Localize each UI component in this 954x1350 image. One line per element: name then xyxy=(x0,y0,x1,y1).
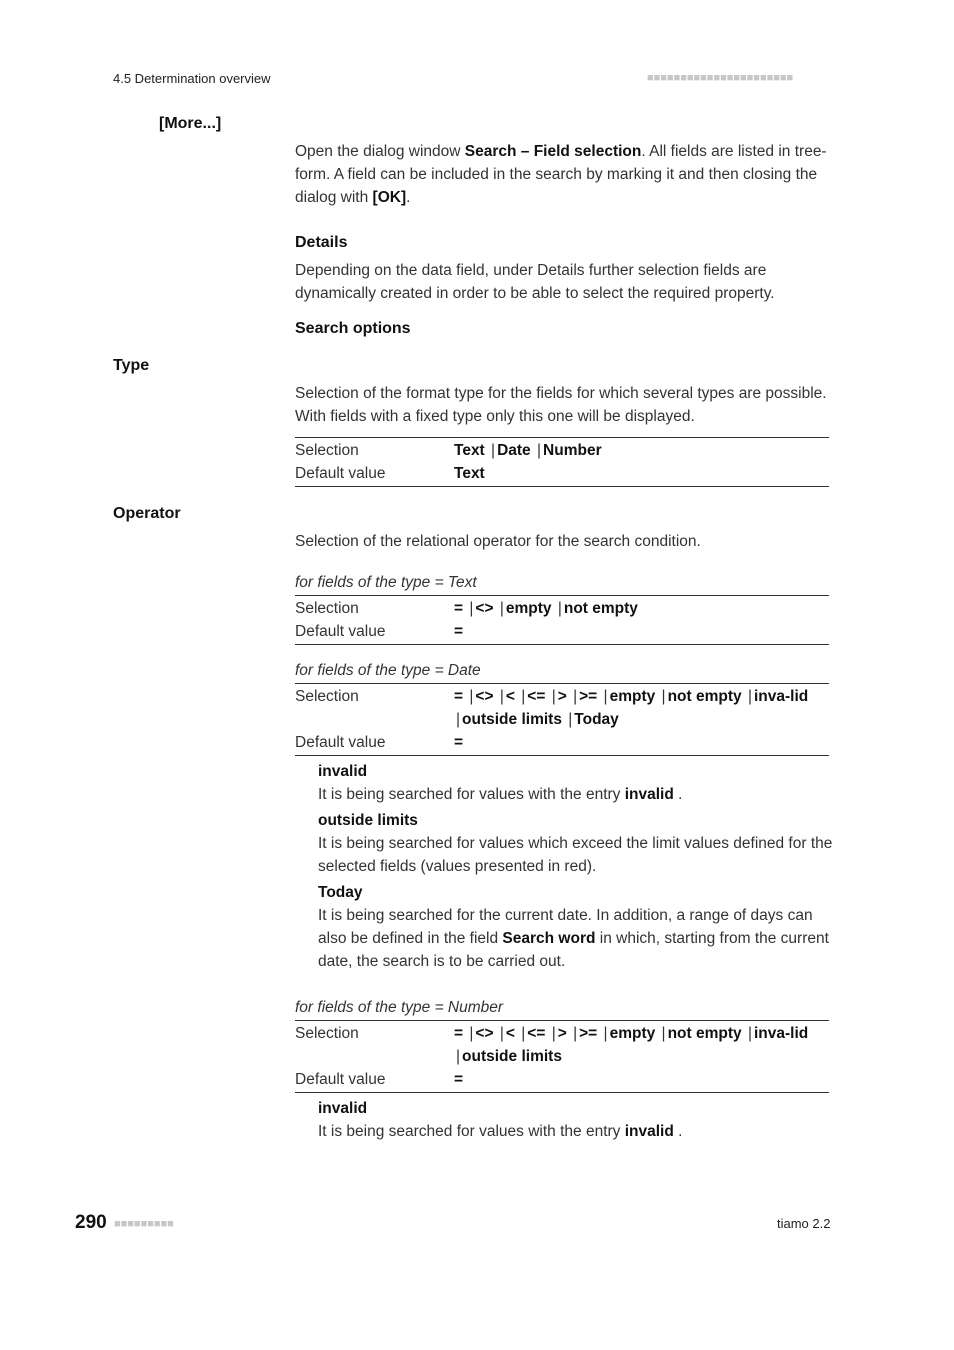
table-row xyxy=(295,1068,829,1091)
definition-term: invalid xyxy=(318,1100,368,1117)
property-value: <= xyxy=(527,688,546,705)
details-text: Depending on the data field, under Details further selection fields are dynamically created in order to be able to select the required property. xyxy=(295,262,775,302)
property-values xyxy=(454,1022,829,1068)
value-separator: | xyxy=(573,688,578,705)
property-value: > xyxy=(557,688,567,705)
table-row xyxy=(295,731,829,754)
property-value: outside limits xyxy=(462,711,562,728)
number-type-definitions xyxy=(318,1098,834,1143)
more-button-label: [More...] xyxy=(159,115,222,132)
value-separator: | xyxy=(521,688,526,705)
value-separator: | xyxy=(573,1025,578,1042)
value-separator: | xyxy=(537,442,542,459)
property-values xyxy=(454,597,829,620)
value-separator: | xyxy=(747,688,752,705)
property-values xyxy=(454,462,829,485)
property-value: empty xyxy=(609,688,656,705)
value-separator: | xyxy=(661,1025,666,1042)
property-value: = xyxy=(454,623,464,640)
table-row xyxy=(295,620,829,643)
property-value: >= xyxy=(579,688,598,705)
property-value: not empty xyxy=(667,1025,742,1042)
definition-text: It is being searched for values with the entry invalid . xyxy=(318,1123,683,1140)
number-type-caption: for fields of the type = Number xyxy=(295,999,504,1016)
property-value: = xyxy=(454,734,464,751)
definition-text: It is being searched for values which exceed the limit values defined for the selected fields (values presented in red). xyxy=(318,835,833,875)
property-value: = xyxy=(454,688,464,705)
table-row xyxy=(295,1022,829,1068)
definition-text: It is being searched for values with the entry invalid . xyxy=(318,786,683,803)
operator-description: Selection of the relational operator for the search condition. xyxy=(295,533,701,550)
definition-text: It is being searched for the current date. In addition, a range of days can also be defined in the field Search word in which, starting from the current date, the search is to be carried out. xyxy=(318,907,829,970)
property-value: Text xyxy=(454,465,485,482)
property-value: not empty xyxy=(563,600,638,617)
property-value: Number xyxy=(543,442,602,459)
value-separator: | xyxy=(568,711,573,728)
property-key: Default value xyxy=(295,465,386,482)
property-value: Date xyxy=(497,442,531,459)
table-row xyxy=(295,685,829,731)
definition-term: outside limits xyxy=(318,812,418,829)
property-value: empty xyxy=(505,600,552,617)
property-value: empty xyxy=(609,1025,656,1042)
table-row xyxy=(295,462,829,485)
property-key: Selection xyxy=(295,688,359,705)
value-separator: | xyxy=(491,442,496,459)
search-options-heading: Search options xyxy=(295,320,411,337)
value-separator: | xyxy=(603,688,608,705)
property-value: = xyxy=(454,1071,464,1088)
definition-invalid xyxy=(318,761,834,806)
value-separator: | xyxy=(499,600,504,617)
property-key: Selection xyxy=(295,1025,359,1042)
details-heading: Details xyxy=(295,234,348,251)
property-key: Default value xyxy=(295,623,386,640)
property-value: Text xyxy=(454,442,485,459)
date-type-table xyxy=(295,683,829,756)
property-value: outside limits xyxy=(462,1048,562,1065)
property-value: <> xyxy=(475,1025,494,1042)
page-number: 290 xyxy=(75,1212,107,1233)
property-values xyxy=(454,685,829,731)
type-description: Selection of the format type for the fields for which several types are possible. With fields with a fixed type only this one will be displayed. xyxy=(295,385,827,425)
value-separator: | xyxy=(469,1025,474,1042)
value-separator: | xyxy=(469,688,474,705)
property-key: Default value xyxy=(295,1071,386,1088)
text-type-table xyxy=(295,595,829,645)
property-value: <= xyxy=(527,1025,546,1042)
type-label: Type xyxy=(113,357,150,374)
property-value: >= xyxy=(579,1025,598,1042)
property-value: > xyxy=(557,1025,567,1042)
definition-invalid xyxy=(318,1098,834,1143)
value-separator: | xyxy=(551,688,556,705)
value-separator: | xyxy=(469,600,474,617)
property-value: = xyxy=(454,1025,464,1042)
property-value: <> xyxy=(475,600,494,617)
definition-term: Today xyxy=(318,884,363,901)
operator-label: Operator xyxy=(113,505,181,522)
table-row xyxy=(295,597,829,620)
property-values xyxy=(454,731,829,754)
value-separator: | xyxy=(603,1025,608,1042)
running-header-section: 4.5 Determination overview xyxy=(113,71,271,86)
value-separator: | xyxy=(557,600,562,617)
property-value: = xyxy=(454,600,464,617)
property-value: < xyxy=(505,1025,515,1042)
property-values xyxy=(454,439,829,462)
more-description: Open the dialog window Search – Field selection. All fields are listed in tree-form. A field can be included in the search by marking it and then closing the dialog with [OK]. xyxy=(295,143,827,206)
property-values xyxy=(454,620,829,643)
table-row xyxy=(295,439,829,462)
property-value: not empty xyxy=(667,688,742,705)
property-value: < xyxy=(505,688,515,705)
value-separator: | xyxy=(661,688,666,705)
type-properties-table xyxy=(295,437,829,487)
value-separator: | xyxy=(521,1025,526,1042)
date-type-definitions xyxy=(318,761,834,973)
value-separator: | xyxy=(499,1025,504,1042)
value-separator: | xyxy=(551,1025,556,1042)
property-value: <> xyxy=(475,688,494,705)
property-values xyxy=(454,1068,829,1091)
value-separator: | xyxy=(747,1025,752,1042)
date-type-caption: for fields of the type = Date xyxy=(295,662,481,679)
text-type-caption: for fields of the type = Text xyxy=(295,574,477,591)
definition-term: invalid xyxy=(318,763,368,780)
property-key: Selection xyxy=(295,600,359,617)
property-key: Selection xyxy=(295,442,359,459)
property-value: Today xyxy=(574,711,619,728)
definition-outside-limits xyxy=(318,810,834,878)
number-type-table xyxy=(295,1020,829,1093)
product-name: tiamo 2.2 xyxy=(777,1216,831,1231)
definition-today xyxy=(318,882,834,973)
footer-dots: ■■■■■■■■■ xyxy=(114,1218,174,1230)
property-value: inva-lid xyxy=(753,688,809,705)
value-separator: | xyxy=(499,688,504,705)
running-header-dots: ■■■■■■■■■■■■■■■■■■■■■■ xyxy=(647,72,794,84)
value-separator: | xyxy=(456,1048,461,1065)
property-value: inva-lid xyxy=(753,1025,809,1042)
value-separator: | xyxy=(456,711,461,728)
property-key: Default value xyxy=(295,734,386,751)
